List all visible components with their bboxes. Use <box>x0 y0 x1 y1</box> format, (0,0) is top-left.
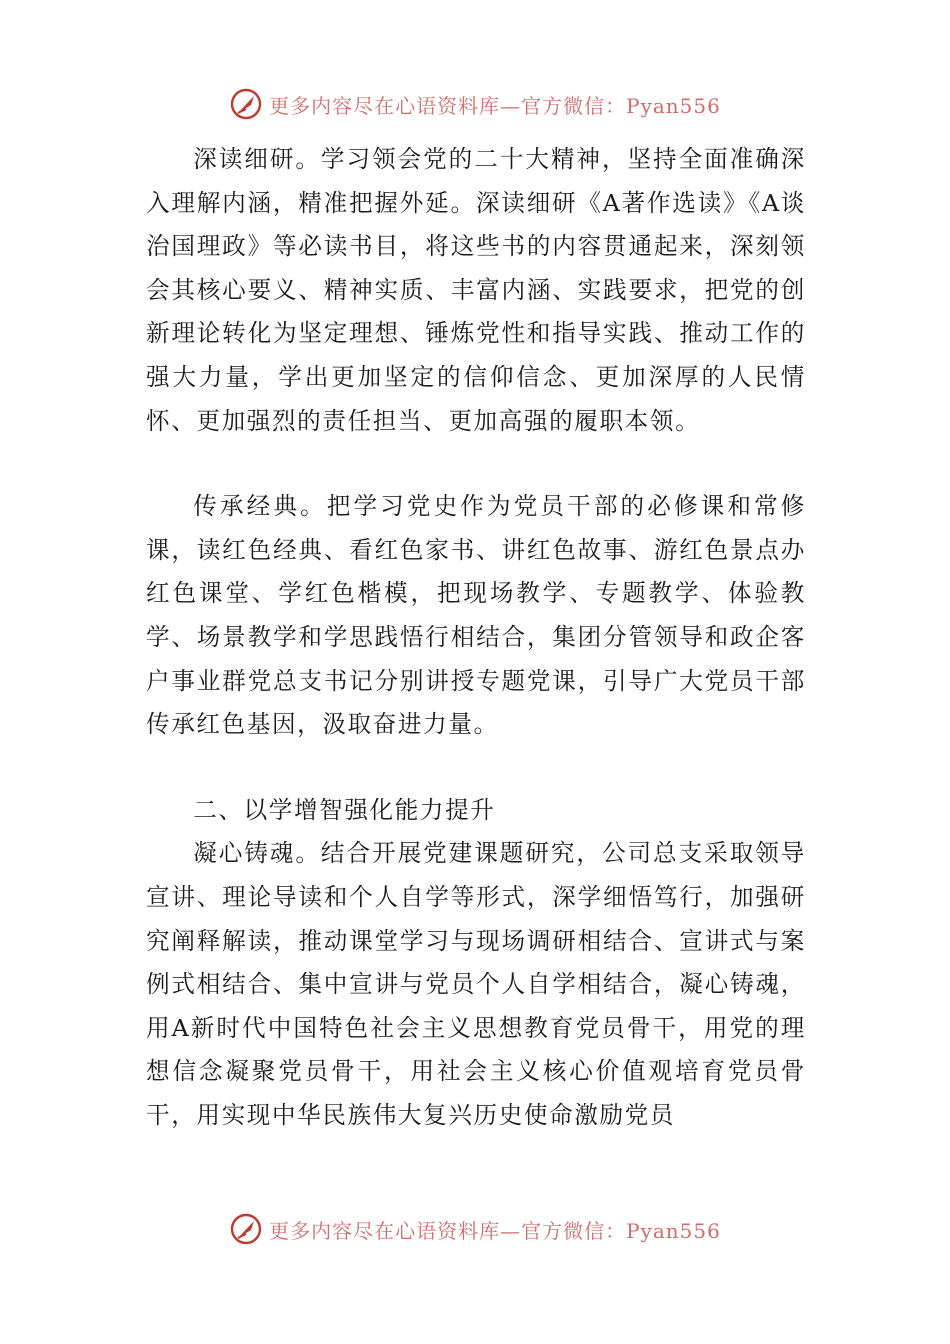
watermark-text: 更多内容尽在心语资料库—官方微信：Pyan556 <box>269 93 721 118</box>
paragraph: 凝心铸魂。结合开展党建课题研究，公司总支采取领导宣讲、理论导读和个人自学等形式，深学细悟笃行，加强研究阐释解读，推动课堂学习与现场调研相结合、宣讲式与案例式相结合、集中宣讲与党员个人自学相结合，凝心铸魂，用A新时代中国特色社会主义思想教育党员骨干，用党的理想信念凝聚党员骨干，用社会主义核心价值观培育党员骨干，用实现中华民族伟大复兴历史使命激励党员 <box>146 839 806 1129</box>
header-watermark <box>0 84 950 124</box>
section-heading: 二、以学增智强化能力提升 <box>193 795 496 824</box>
quill-logo-icon <box>229 1212 263 1246</box>
quill-logo-icon <box>229 87 263 121</box>
document-body <box>146 138 806 1137</box>
watermark-text: 更多内容尽在心语资料库—官方微信：Pyan556 <box>269 1218 721 1243</box>
footer-watermark <box>0 1209 950 1249</box>
paragraph: 深读细研。学习领会党的二十大精神，坚持全面准确深入理解内涵，精准把握外延。深读细研《A著作选读》《A谈治国理政》等必读书目，将这些书的内容贯通起来，深刻领会其核心要义、精神实质、丰富内涵、实践要求，把党的创新理论转化为坚定理想、锤炼党性和指导实践、推动工作的强大力量，学出更加坚定的信仰信念、更加深厚的人民情怀、更加强烈的责任担当、更加高强的履职本领。 <box>146 145 806 435</box>
paragraph: 传承经典。把学习党史作为党员干部的必修课和常修课，读红色经典、看红色家书、讲红色故事、游红色景点办红色课堂、学红色楷模，把现场教学、专题教学、体验教学、场景教学和学思践悟行相结合，集团分管领导和政企客户事业群党总支书记分别讲授专题党课，引导广大党员干部传承红色基因，汲取奋进力量。 <box>146 492 806 739</box>
